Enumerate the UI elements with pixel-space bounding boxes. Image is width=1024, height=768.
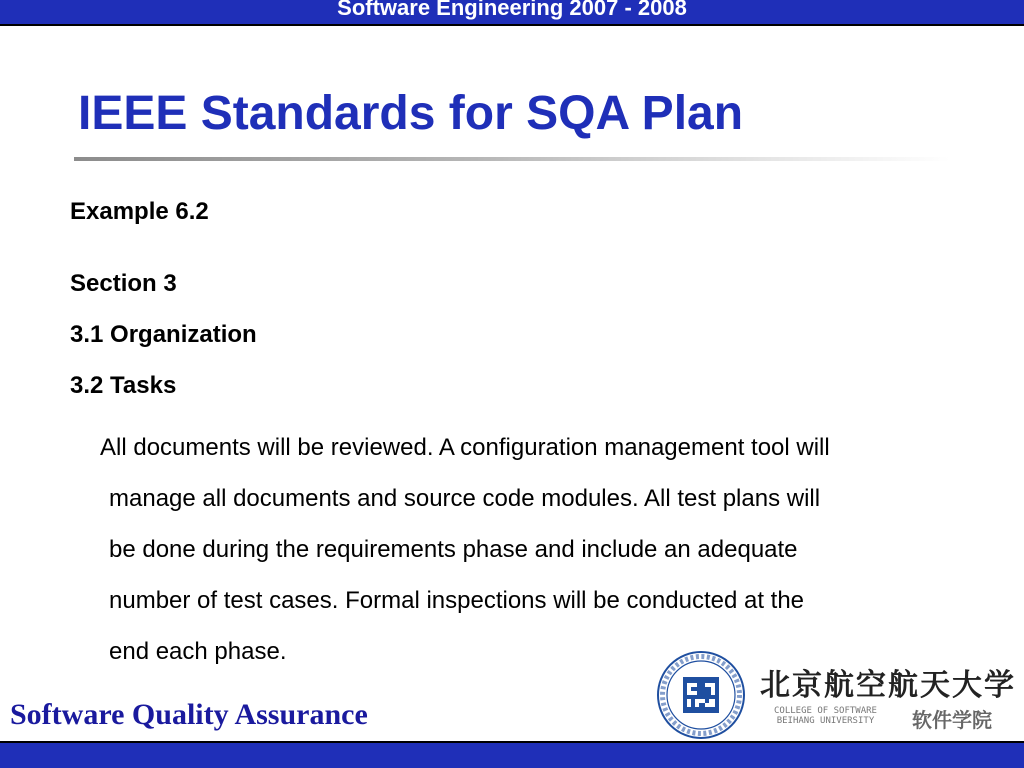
university-seal-icon xyxy=(656,650,746,740)
paragraph-line: All documents will be reviewed. A configuration management tool will xyxy=(100,434,830,461)
college-name-cn: 软件学院 xyxy=(912,708,992,732)
paragraph-line: end each phase. xyxy=(109,638,287,665)
slide-title: IEEE Standards for SQA Plan xyxy=(78,87,744,140)
university-name-cn: 北京航空航天大学 xyxy=(760,668,1016,703)
example-label: Example 6.2 xyxy=(70,198,209,225)
paragraph-line: manage all documents and source code modules. All test plans will xyxy=(109,485,821,512)
bottom-banner xyxy=(0,741,1024,768)
course-title: Software Engineering 2007 - 2008 xyxy=(337,0,687,20)
section-heading: Section 3 xyxy=(70,270,177,297)
footer-subject: Software Quality Assurance xyxy=(10,698,368,731)
college-logo xyxy=(760,660,1016,732)
subsection-organization: 3.1 Organization xyxy=(70,321,257,348)
college-en-line2: BEIHANG UNIVERSITY xyxy=(776,716,875,726)
college-en-line1: COLLEGE OF SOFTWARE xyxy=(774,706,877,716)
tasks-paragraph xyxy=(100,422,980,677)
title-divider xyxy=(74,157,950,161)
paragraph-line: number of test cases. Formal inspections will be conducted at the xyxy=(109,587,805,614)
paragraph-line: be done during the requirements phase and include an adequate xyxy=(109,536,798,563)
subsection-tasks: 3.2 Tasks xyxy=(70,372,177,399)
college-name-en xyxy=(774,706,877,726)
